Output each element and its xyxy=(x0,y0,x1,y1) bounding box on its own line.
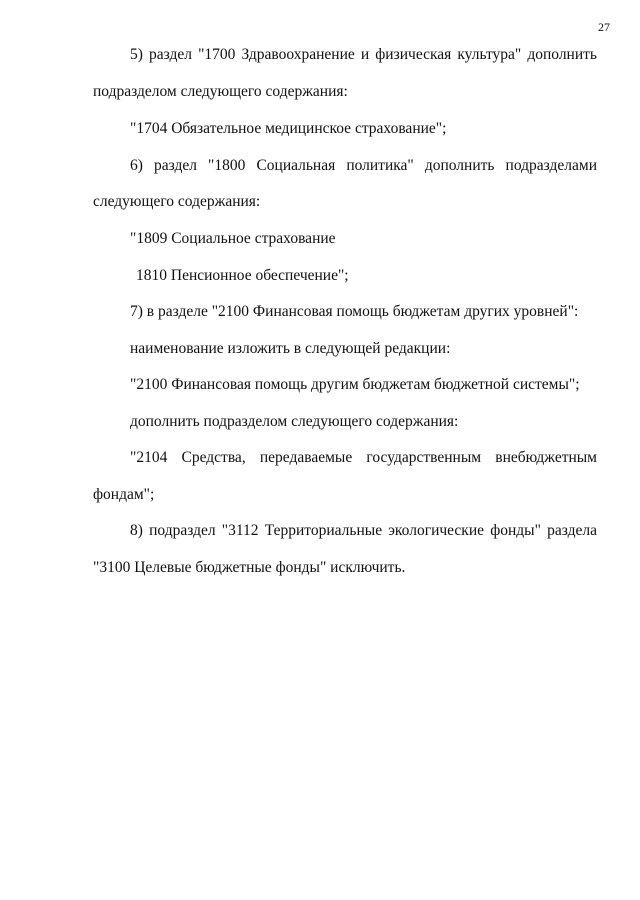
page-number: 27 xyxy=(598,20,610,34)
paragraph-7-line-4: дополнить подразделом следующего содержания: xyxy=(130,413,459,430)
paragraph-6-line-2: следующего содержания: xyxy=(93,193,261,210)
paragraph-8-line-1: 8) подраздел "3112 Территориальные экологические фонды" раздела xyxy=(130,522,597,539)
subsection-1810: 1810 Пенсионное обеспечение"; xyxy=(136,267,349,284)
paragraph-8-line-2: "3100 Целевые бюджетные фонды" исключить. xyxy=(93,559,406,576)
paragraph-6-line-1: 6) раздел "1800 Социальная политика" дополнить подразделами xyxy=(130,157,597,174)
subsection-1704: "1704 Обязательное медицинское страхование"; xyxy=(130,120,447,137)
paragraph-7-line-3: "2100 Финансовая помощь другим бюджетам бюджетной системы"; xyxy=(130,376,580,393)
subsection-2104-line-2: фондам"; xyxy=(93,486,155,503)
paragraph-5-line-1: 5) раздел "1700 Здравоохранение и физическая культура" дополнить xyxy=(130,46,597,63)
subsection-2104-line-1: "2104 Средства, передаваемые государственным внебюджетным xyxy=(130,449,597,466)
subsection-1809: "1809 Социальное страхование xyxy=(130,230,336,247)
paragraph-7-line-2: наименование изложить в следующей редакции: xyxy=(130,340,451,357)
paragraph-5-line-2: подразделом следующего содержания: xyxy=(93,83,348,100)
paragraph-7-line-1: 7) в разделе "2100 Финансовая помощь бюджетам других уровней": xyxy=(130,303,579,320)
